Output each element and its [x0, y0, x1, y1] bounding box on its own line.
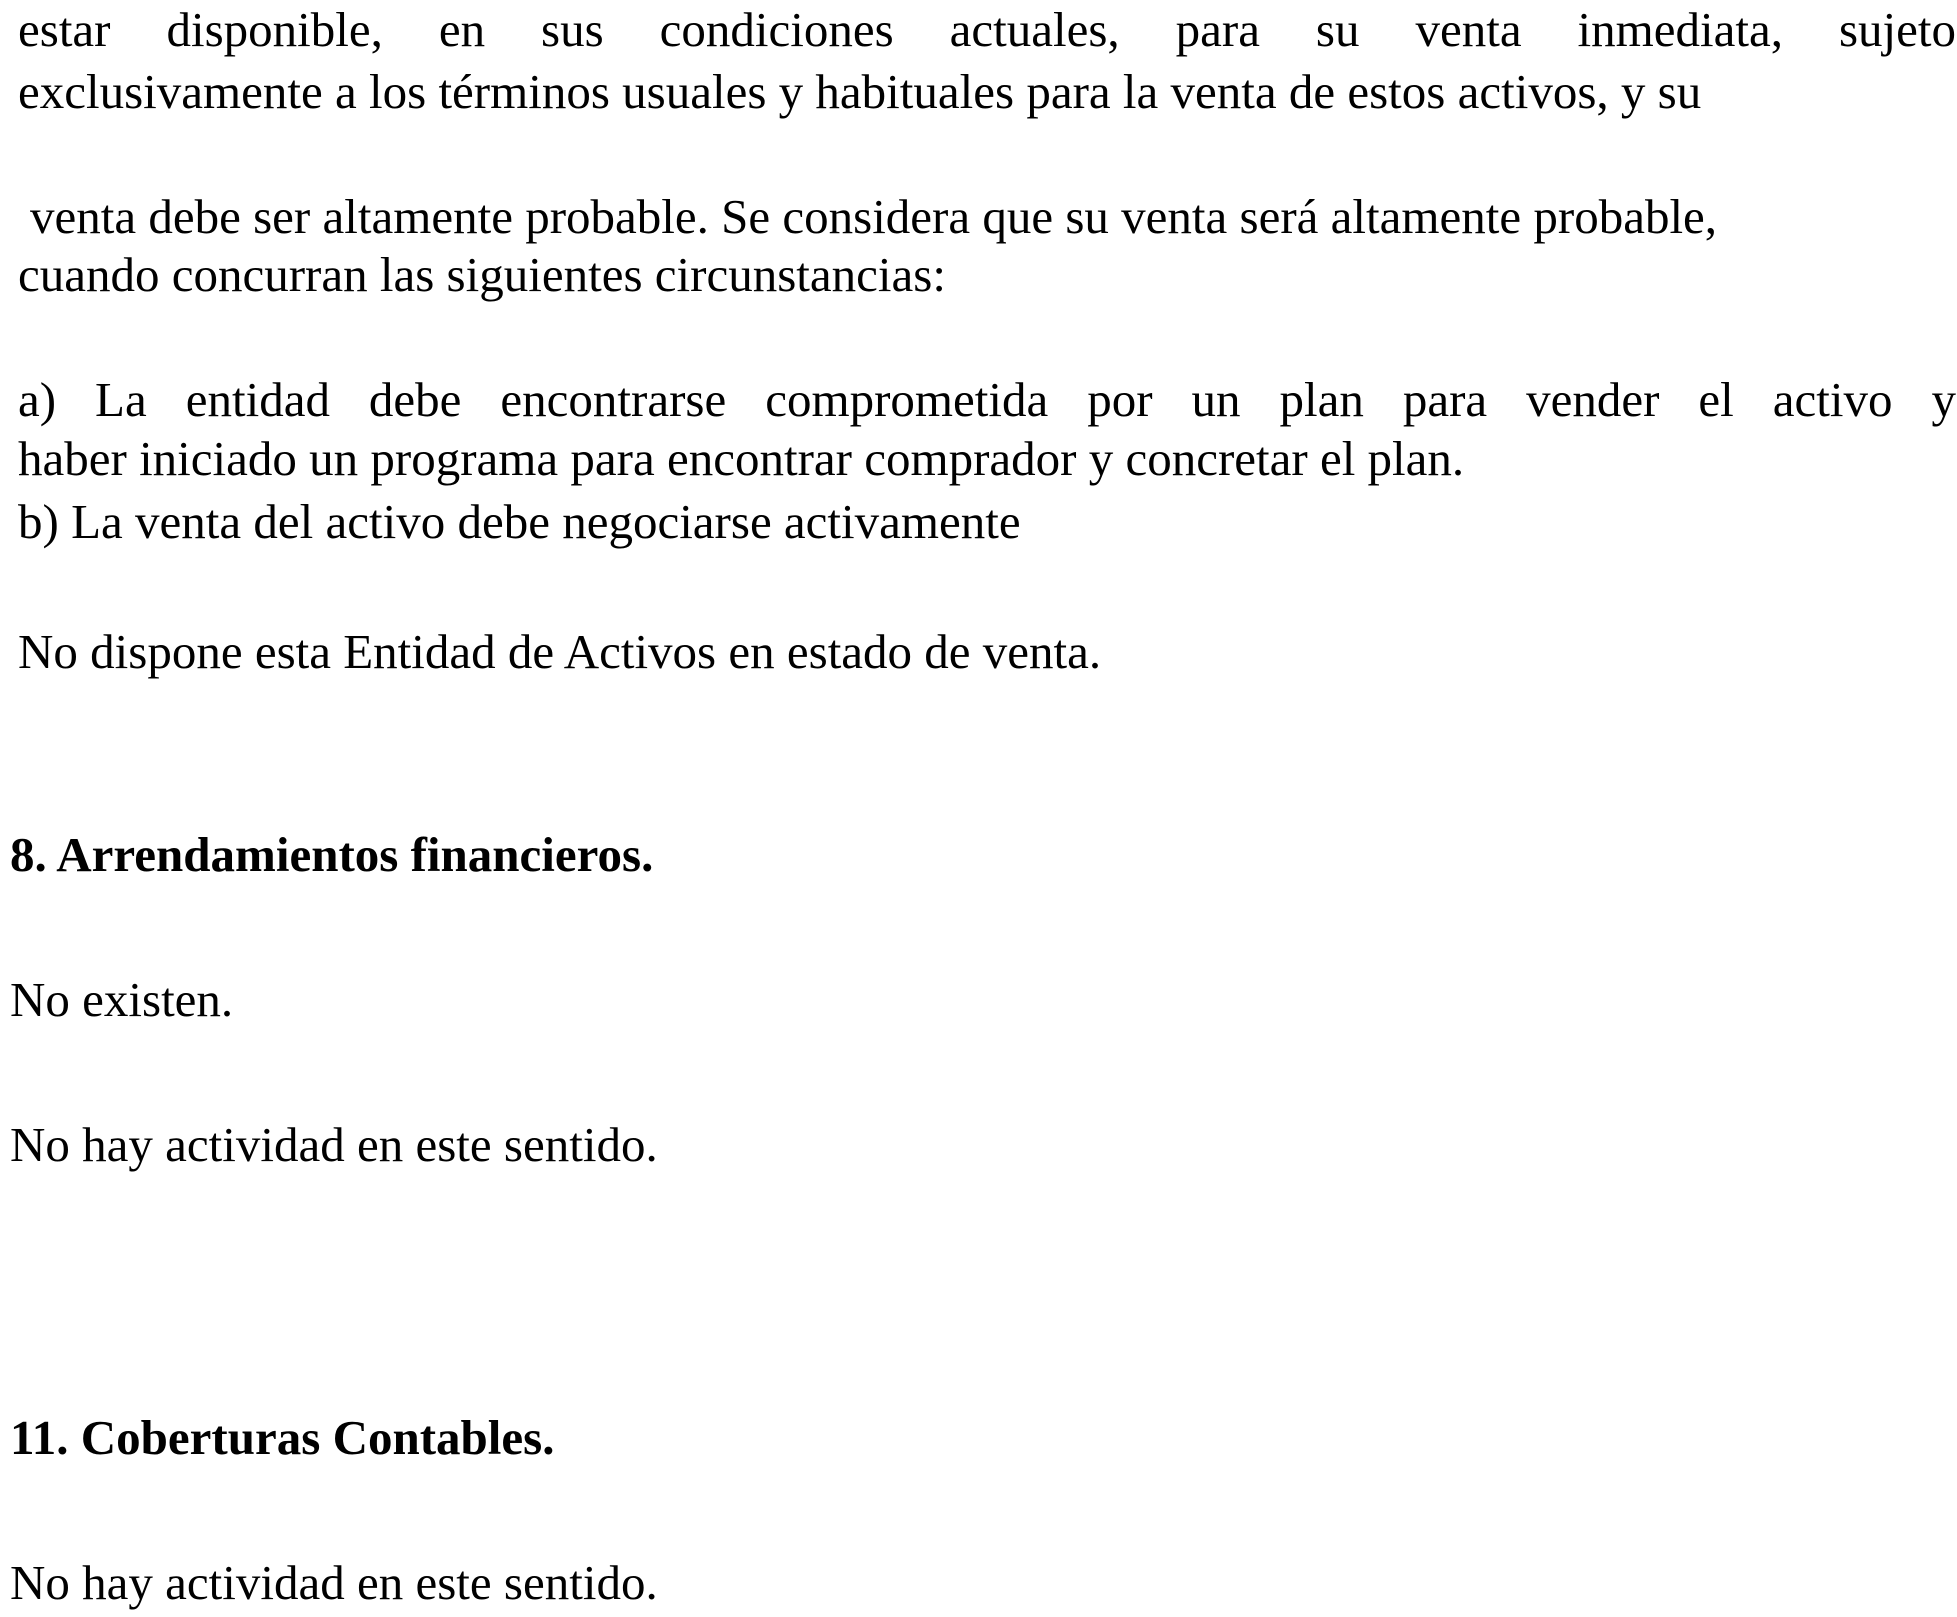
paragraph-2-line-1: venta debe ser altamente probable. Se considera que su venta será altamente probable, [30, 189, 1718, 244]
list-item-b: b) La venta del activo debe negociarse activamente [18, 494, 1021, 549]
list-item-a-line-1: a) La entidad debe encontrarse comprometida por un plan para vender el activo y [18, 372, 1956, 427]
section-11-heading: 11. Coberturas Contables. [10, 1410, 555, 1465]
section-8-text-1: No existen. [10, 972, 234, 1027]
paragraph-2-line-2: cuando concurran las siguientes circunstancias: [18, 247, 946, 302]
section-11-text-1: No hay actividad en este sentido. [10, 1555, 658, 1610]
statement-no-assets: No dispone esta Entidad de Activos en estado de venta. [18, 624, 1102, 679]
section-8-heading: 8. Arrendamientos financieros. [10, 827, 654, 882]
paragraph-1-line-1: estar disponible, en sus condiciones actuales, para su venta inmediata, sujeto [18, 2, 1956, 57]
section-8-text-2: No hay actividad en este sentido. [10, 1117, 658, 1172]
list-item-a-line-2: haber iniciado un programa para encontrar comprador y concretar el plan. [18, 431, 1465, 486]
paragraph-1-line-2: exclusivamente a los términos usuales y habituales para la venta de estos activos, y su [18, 64, 1702, 119]
